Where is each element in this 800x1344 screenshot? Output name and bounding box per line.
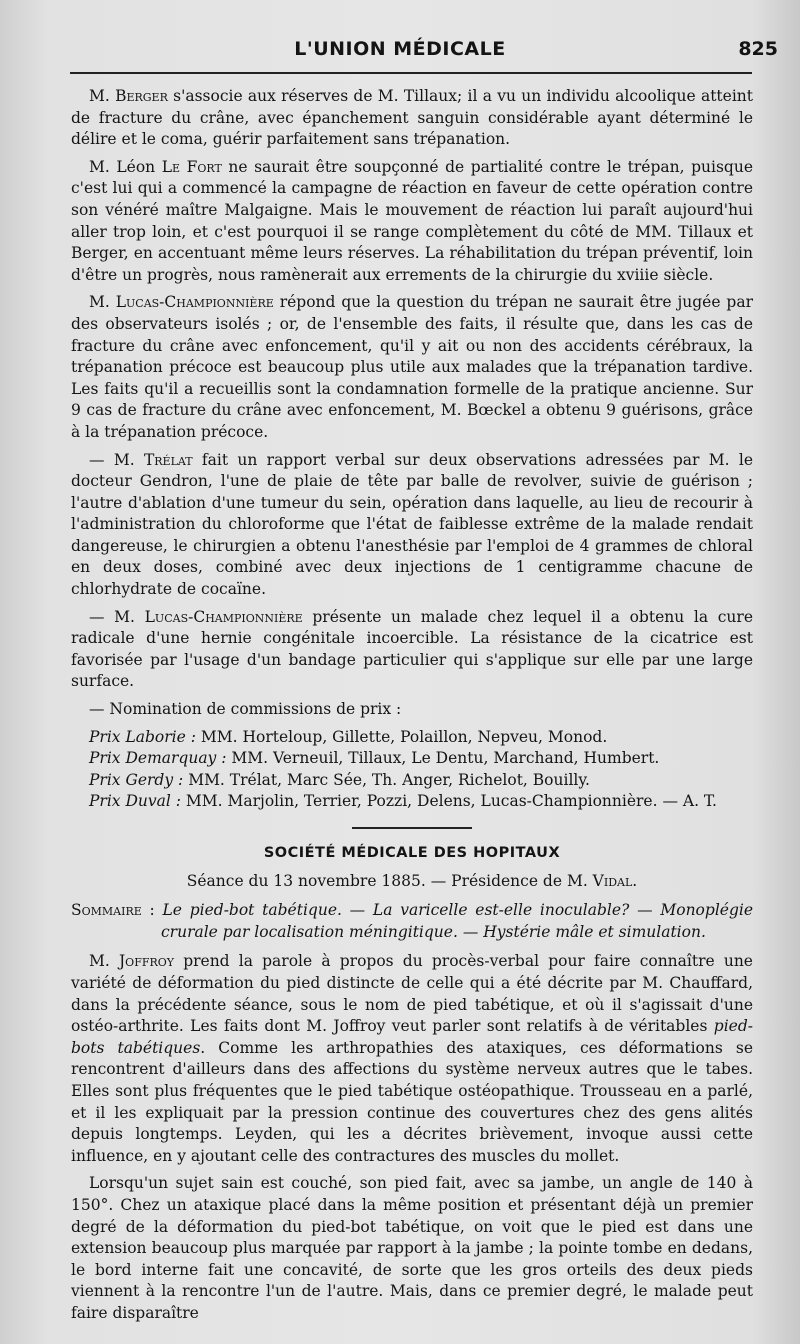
paragraph-joffroy [71,951,753,1167]
session-line [71,871,753,893]
summary-text: Le pied-bot tabétique. — La varicelle est-elle inoculable? — Monoplégie crurale par localisation méningitique. — Hystérie mâle et simulation. [154,901,753,941]
prize-name: Prix Gerdy : [89,770,184,789]
paragraph-berger [71,86,753,151]
prize-members: MM. Horteloup, Gillette, Polaillon, Nepveu, Monod. [195,727,608,746]
prize-item [71,770,753,792]
paragraph-text: . Comme les arthropathies des ataxiques, ces déformations se rencontrent d'ailleurs dans des affections du système nerveux autres que le tabes. Elles sont plus fréquentes que le pied tabétique ostéopathique. Trousseau en a parlé, et il les expliquait par la pression continue des couvertures chez des gens alités depuis longtemps. Leyden, qui les a décrites brièvement, invoque aussi cette influence, en y ajoutant celle des contractures des muscles du mollet. [71,1038,753,1165]
prize-item [71,791,753,813]
header-rule [70,72,752,74]
prize-name: Prix Laborie : [89,727,196,746]
speaker-name: Le Fort [161,157,222,176]
president-name: Vidal [592,871,633,890]
speaker-name: M. Lucas-Championnière [89,293,274,312]
paragraph-text: prend la parole à propos du procès-verbal pour faire connaître une variété de déformation du pied distincte de celle qui a été décrite par M. Chauffard, dans la précédente séance, sous le nom de pied tabétique, et où il s'agissait d'une ostéo-arthrite. Les faits dont M. Joffroy veut parler sont relatifs à de véritables [71,952,753,1036]
prize-item [71,748,753,770]
prize-members: MM. Marjolin, Terrier, Pozzi, Delens, Lucas-Championnière. — A. T. [180,792,717,811]
paragraph-text: répond que la question du trépan ne saurait être jugée par des observateurs isolés ; or, de l'ensemble des faits, il résulte que, dans les cas de fracture du crâne avec enfoncement, qu'il y ait ou non des accidents cérébraux, la trépanation précoce est beaucoup plus utile aux malades que la trépanation tardive. Les faits qu'il a recueillis sont la condamnation formelle de la pratique ancienne. Sur 9 cas de fracture du crâne avec enfoncement, M. Bœckel a obtenu 9 guérisons, grâce à la trépanation précoce. [71,293,753,441]
paragraph-lucas-championniere [71,292,753,443]
italic-term: pied-bots tabétiques [71,1017,753,1057]
paragraph-text: présente un malade chez lequel il a obtenu la cure radicale d'une hernie congénitale incoercible. La résistance de la cicatrice est favorisée par l'usage d'un bandage particulier qui s'applique sur elle par une large surface. [71,607,753,691]
session-prefix: Séance du 13 novembre 1885. — Présidence de M. [186,871,593,890]
section-divider [352,827,472,829]
page-number: 825 [738,38,778,60]
paragraph-prefix: M. Léon [89,157,162,176]
prize-list [71,727,753,813]
paragraph-commissions: — Nomination de commissions de prix : [89,700,402,719]
prize-name: Prix Demarquay : [89,749,227,768]
speaker-name: Trélat [143,450,193,469]
paragraph-text: ne saurait être soupçonné de partialité contre le trépan, puisque c'est lui qui a commencé la campagne de réaction en faveur de cette opération contre son vénéré maître Malgaigne. Mais le mouvement de réaction lui paraît aujourd'hui aller trop loin, et c'est pourquoi il se range complètement du côté de MM. Tillaux et Berger, en accentuant même leurs réserves. La réhabilitation du trépan préventif, loin d'être un progrès, nous ramènerait aux errements de la chirurgie du xviiie siècle. [71,157,754,284]
prize-members: MM. Verneuil, Tillaux, Le Dentu, Marchand, Humbert. [226,749,660,768]
session-suffix: . [632,871,638,890]
prize-members: MM. Trélat, Marc Sée, Th. Anger, Richelot, Bouilly. [183,770,590,789]
speaker-name: M. Berger [89,87,168,105]
paragraph-le-fort [71,157,753,287]
paragraph-prefix: M. [89,952,119,971]
speaker-name: Joffroy [118,952,175,971]
society-title: SOCIÉTÉ MÉDICALE DES HOPITAUX [263,845,561,861]
paragraph-text: fait un rapport verbal sur deux observations adressées par M. le docteur Gendron, l'une de plaie de tête par balle de revolver, suivie de guérison ; l'autre d'ablation d'une tumeur du sein, opération dans laquelle, au lieu de recourir à l'administration du chloroforme que l'état de faiblesse extrême de la malade rendait dangereuse, le chirurgien a obtenu l'anesthésie par l'emploi de 4 grammes de chloral en deux doses, combiné avec deux injections de 1 centigramme chacune de chlorhydrate de cocaïne. [71,450,753,599]
paragraph-prefix: — M. [89,450,144,469]
paragraph-hernie [71,607,753,693]
paragraph-prefix: — M. [89,607,145,626]
paragraph-trelat [71,450,753,601]
speaker-name: Lucas-Championnière [144,607,303,626]
paragraph-text: s'associe aux réserves de M. Tillaux; il a vu un individu alcoolique atteint de fracture du crâne, avec épanchement sanguin considérable ayant déterminé le délire et le coma, guérir parfaitement sans trépanation. [71,87,753,149]
paragraph-sujet-sain: Lorsqu'un sujet sain est couché, son pied fait, avec sa jambe, un angle de 140 à 150°. Chez un ataxique placé dans la même position et présentant déjà un premier degré de la déformation du pied-bot tabétique, on voit que le pied est dans une extension beaucoup plus marquée par rapport à la jambe ; la pointe tombe en dedans, le bord interne fait une concavité, de sorte que les gros orteils des deux pieds viennent à la rencontre l'un de l'autre. Mais, dans ce premier degré, le malade peut faire disparaître [71,1174,753,1322]
prize-name: Prix Duval : [89,792,181,811]
prize-item [71,727,753,749]
running-title: L'UNION MÉDICALE [294,38,506,60]
article-body [71,86,753,1330]
summary [71,900,753,943]
summary-label: Sommaire : [71,901,155,920]
